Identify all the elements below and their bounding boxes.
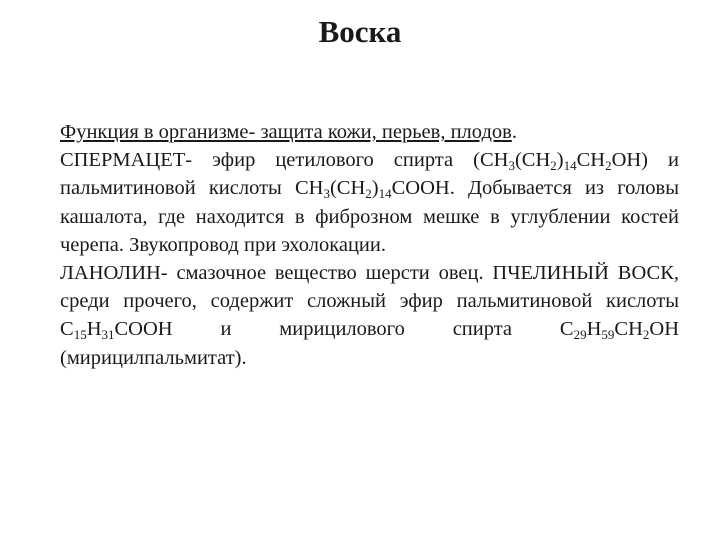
formula-subscript: 3 (508, 158, 515, 174)
formula-subscript: 14 (378, 186, 392, 202)
function-text: Функция в организме- защита кожи, перьев, плодов (60, 121, 512, 143)
spermaceti-text: СПЕРМАЦЕТ- эфир цетилового спирта (СН (60, 149, 509, 172)
function-paragraph (60, 118, 679, 146)
lanolin-paragraph (60, 259, 679, 372)
slide-body (60, 118, 679, 372)
formula-subscript: 14 (563, 158, 577, 174)
formula-subscript: 2 (605, 158, 612, 174)
slide-title: Воска (318, 14, 402, 49)
formula-subscript: 2 (365, 186, 372, 202)
formula-subscript: 3 (323, 186, 330, 202)
function-period: . (511, 121, 517, 143)
lanolin-text: ЛАНОЛИН- смазочное вещество шерсти овец. ПЧЕЛИНЫЙ ВОСК, среди прочего, содержит сложный эфир пальмитиновой кислоты С (60, 262, 679, 341)
formula-subscript: 29 (573, 327, 587, 343)
spermaceti-paragraph (60, 146, 679, 259)
formula-subscript: 2 (550, 158, 557, 174)
formula-subscript: 31 (101, 327, 115, 343)
spermaceti-text: (СН (514, 149, 551, 172)
spermaceti-text: СООН. Добывается из головы кашалота, где находится в фиброзном мешке в углублении костей черепа. Звукопровод при эхолокации. (60, 177, 680, 256)
formula-subscript: 59 (601, 327, 615, 343)
lanolin-text: Н (86, 318, 102, 341)
spermaceti-text: ) (556, 149, 564, 172)
spermaceti-text: (СН (329, 177, 366, 200)
lanolin-text: ОН (мирицилпальмитат). (60, 318, 679, 369)
spermaceti-text: ) (371, 177, 379, 200)
lanolin-text: СН (614, 318, 643, 341)
formula-subscript: 15 (73, 327, 87, 343)
spermaceti-text: ОН) и пальмитиновой кислоты СН (60, 149, 680, 200)
lanolin-text: СООН и мирицилового спирта С (114, 318, 574, 341)
spermaceti-text: СН (576, 149, 606, 172)
lanolin-text: Н (586, 318, 602, 341)
formula-subscript: 2 (642, 327, 650, 343)
